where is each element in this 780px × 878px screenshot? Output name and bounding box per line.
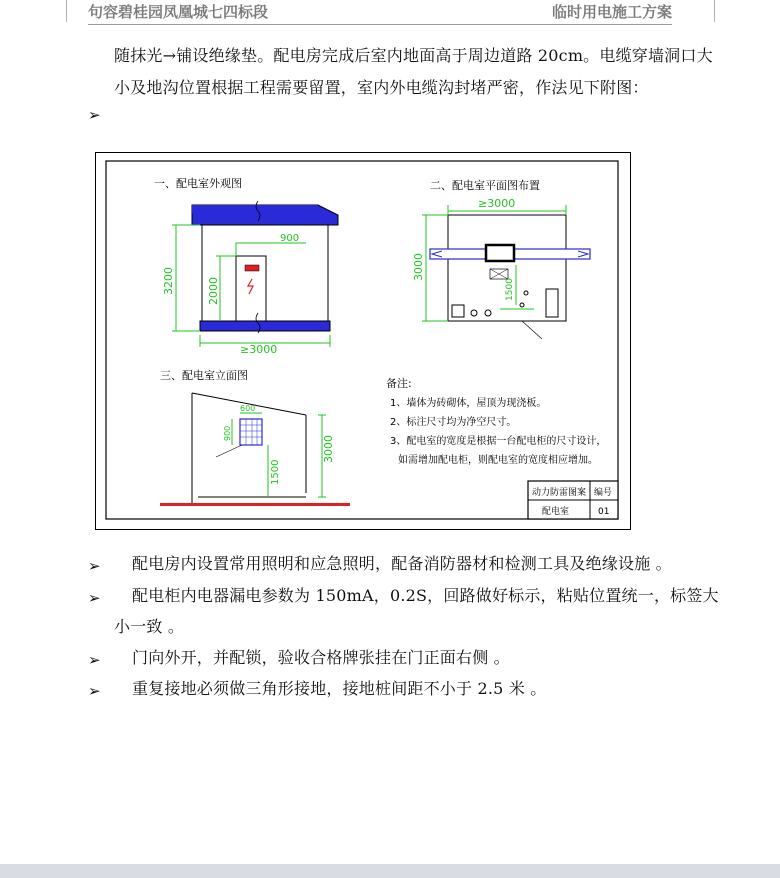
dim-3200: 3200: [162, 267, 175, 295]
bullet-marker: ➢: [88, 682, 101, 700]
note-line-2: 2、标注尺寸均为净空尺寸。: [390, 417, 517, 428]
title-block-name: 配电室: [542, 507, 570, 517]
plan-view: [412, 197, 590, 339]
bullet-text-leakage: 配电柜内电器漏电参数为 150mA，0.2S，回路做好标示，粘贴位置统一，标签大: [132, 586, 719, 605]
note-line-3: 3、配电室的宽度是根据一台配电柜的尺寸设计，: [390, 436, 607, 447]
meter-panel: [240, 419, 262, 445]
empty-bullet-marker: ➢: [88, 106, 101, 124]
elevation-view: [160, 393, 350, 506]
dim-1500-elevation: 1500: [270, 459, 281, 485]
dim-3000-elevation: 3000: [322, 435, 335, 463]
dim-600: 600: [240, 404, 256, 413]
exterior-view-title: 一、配电室外观图: [154, 177, 242, 190]
distribution-room-drawing: [95, 152, 631, 530]
page-header: [88, 0, 672, 25]
dim-3000-plan-top: ≥3000: [478, 197, 516, 210]
dim-1500-plan: 1500: [505, 278, 515, 301]
title-block: [528, 481, 618, 519]
title-block-number-heading: 编号: [594, 488, 613, 498]
bullet-marker: ➢: [88, 589, 101, 607]
header-document-title: 临时用电施工方案: [551, 3, 672, 21]
plan-view-title: 二、配电室平面图布置: [430, 179, 540, 192]
notes-title: 备注:: [386, 377, 412, 390]
distribution-cabinet: [486, 245, 514, 261]
bullet-text-grounding: 重复接地必须做三角形接地，接地桩间距不小于 2.5 米 。: [132, 679, 547, 698]
note-line-1: 1、墙体为砖砌体，屋顶为现浇板。: [390, 398, 547, 409]
base-plinth: [200, 321, 330, 331]
dim-3000-plan-side: 3000: [412, 253, 425, 281]
body-paragraph-line-1: 随抹光→铺设绝缘垫。配电房完成后室内地面高于周边道路 20cm。电缆穿墙洞口大: [114, 46, 713, 65]
dim-900: 900: [280, 233, 300, 244]
title-block-number: 01: [598, 507, 610, 517]
dim-2000: 2000: [207, 277, 220, 305]
title-block-heading: 动力防雷图案: [532, 488, 587, 498]
elevation-view-title: 三、配电室立面图: [160, 369, 248, 382]
header-project-name: 句容碧桂园凤凰城七四标段: [88, 3, 269, 21]
page-corner-mark-right: [714, 0, 715, 22]
bullet-text-door: 门向外开，并配锁，验收合格牌张挂在门正面右侧 。: [132, 648, 510, 667]
bullet-marker: ➢: [88, 651, 101, 669]
body-paragraph-line-2: 小及地沟位置根据工程需要留置，室内外电缆沟封堵严密，作法见下附图：: [114, 78, 649, 97]
exterior-view: [162, 201, 338, 356]
dim-3000-exterior: ≥3000: [240, 343, 278, 356]
page-corner-mark-left: [66, 0, 67, 22]
bullet-marker: ➢: [88, 557, 101, 575]
ground-line: [160, 503, 350, 506]
dim-900-elevation: 900: [223, 425, 232, 441]
bullet-text-lighting: 配电房内设置常用照明和应急照明，配备消防器材和检测工具及绝缘设施 。: [132, 554, 672, 573]
bullet-text-leakage-cont: 小一致 。: [114, 617, 185, 636]
viewer-footer-bar: [0, 864, 780, 878]
note-line-4: 如需增加配电柜，则配电室的宽度相应增加。: [398, 455, 598, 466]
